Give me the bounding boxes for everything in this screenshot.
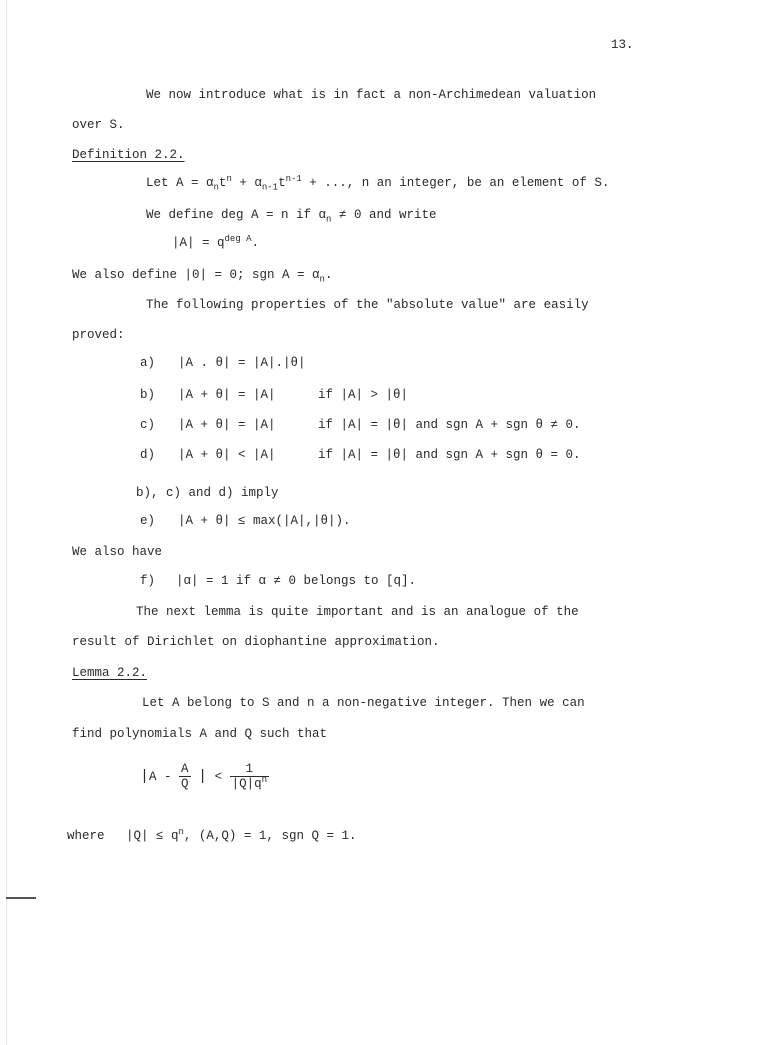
also-have-line: We also have	[72, 545, 163, 559]
abs-exponent: deg A	[224, 233, 252, 244]
property-label-c: c)	[140, 418, 156, 432]
property-formula-a: |A . θ| = |A|.|θ|	[178, 356, 306, 370]
fraction-one-over-q: $\frac{1}{|Q|q^n}$	[231, 762, 268, 791]
let-suffix: n an integer, be an element of S.	[361, 176, 610, 190]
also-prefix: We also define |0| = 0; sgn A = α	[72, 268, 320, 282]
property-label-f: f)	[140, 574, 156, 588]
property-formula-d: |A + θ| < |A|	[178, 448, 276, 462]
property-condition-b: if |A| > |θ|	[318, 388, 409, 402]
where-label: where	[67, 829, 105, 843]
property-condition-d: if |A| = |θ| and sgn A + sgn θ = 0.	[318, 448, 581, 462]
scan-edge	[6, 0, 7, 1045]
properties-intro-1: The following properties of the "absolute value" are easily	[146, 298, 589, 312]
property-formula-e: |A + θ| ≤ max(|A|,|θ|).	[178, 514, 351, 528]
abs-value-formula: $|A| = q^{deg A}$.	[172, 233, 260, 250]
lemma-heading: Lemma 2.2.	[72, 666, 148, 680]
page-number: 13.	[611, 38, 634, 52]
property-label-b: b)	[140, 388, 156, 402]
abs-formula-prefix: |A| = q	[172, 236, 225, 250]
definition-also-line: We also define |0| = 0; sgn $A = \alpha_n$.	[72, 268, 333, 285]
definition-heading: Definition 2.2.	[72, 148, 185, 162]
intro-line-2: over S.	[72, 118, 125, 132]
lemma-intro-2: result of Dirichlet on diophantine approximation.	[72, 635, 440, 649]
lemma-intro-1: The next lemma is quite important and is an analogue of the	[136, 605, 579, 619]
define-prefix: We define deg A = n if α	[146, 208, 327, 222]
imply-line: b), c) and d) imply	[136, 486, 279, 500]
definition-define-line: We define deg A = n if $\alpha_n \ne 0$ and write	[146, 208, 437, 225]
where-formula-rest: , (A,Q) = 1, sgn Q = 1.	[183, 829, 357, 843]
properties-intro-2: proved:	[72, 328, 125, 342]
where-formula: $|Q| \le q^n$, (A,Q) = 1, sgn Q = 1.	[126, 826, 357, 843]
intro-line-1: We now introduce what is in fact a non-Archimedean valuation	[146, 88, 597, 102]
property-label-e: e)	[140, 514, 156, 528]
define-suffix: ≠ 0 and write	[338, 208, 437, 222]
also-suffix: .	[324, 268, 333, 282]
let-prefix: Let A = α	[146, 176, 214, 190]
approximation-formula: |A - $\frac{A}{Q}$ | < $\frac{1}{|Q|q^n}$	[140, 762, 268, 791]
fraction-a-over-q: $\frac{A}{Q}$	[181, 762, 189, 791]
property-label-a: a)	[140, 356, 156, 370]
lemma-text-1: Let A belong to S and n a non-negative integer. Then we can	[142, 696, 585, 710]
property-formula-b: |A + θ| = |A|	[178, 388, 276, 402]
where-formula-prefix: |Q| ≤ q	[126, 829, 179, 843]
property-formula-f: |α| = 1 if α ≠ 0 belongs to [q].	[176, 574, 417, 588]
lemma-text-2: find polynomials A and Q such that	[72, 727, 328, 741]
property-label-d: d)	[140, 448, 156, 462]
definition-let-line: Let $A = \alpha_nt^n + \alpha_{n-1}t^{n-1}$ + ..., n an integer, be an element of S.	[146, 173, 610, 193]
property-condition-c: if |A| = |θ| and sgn A + sgn θ ≠ 0.	[318, 418, 581, 432]
scan-mark	[6, 897, 36, 899]
property-formula-c: |A + θ| = |A|	[178, 418, 276, 432]
